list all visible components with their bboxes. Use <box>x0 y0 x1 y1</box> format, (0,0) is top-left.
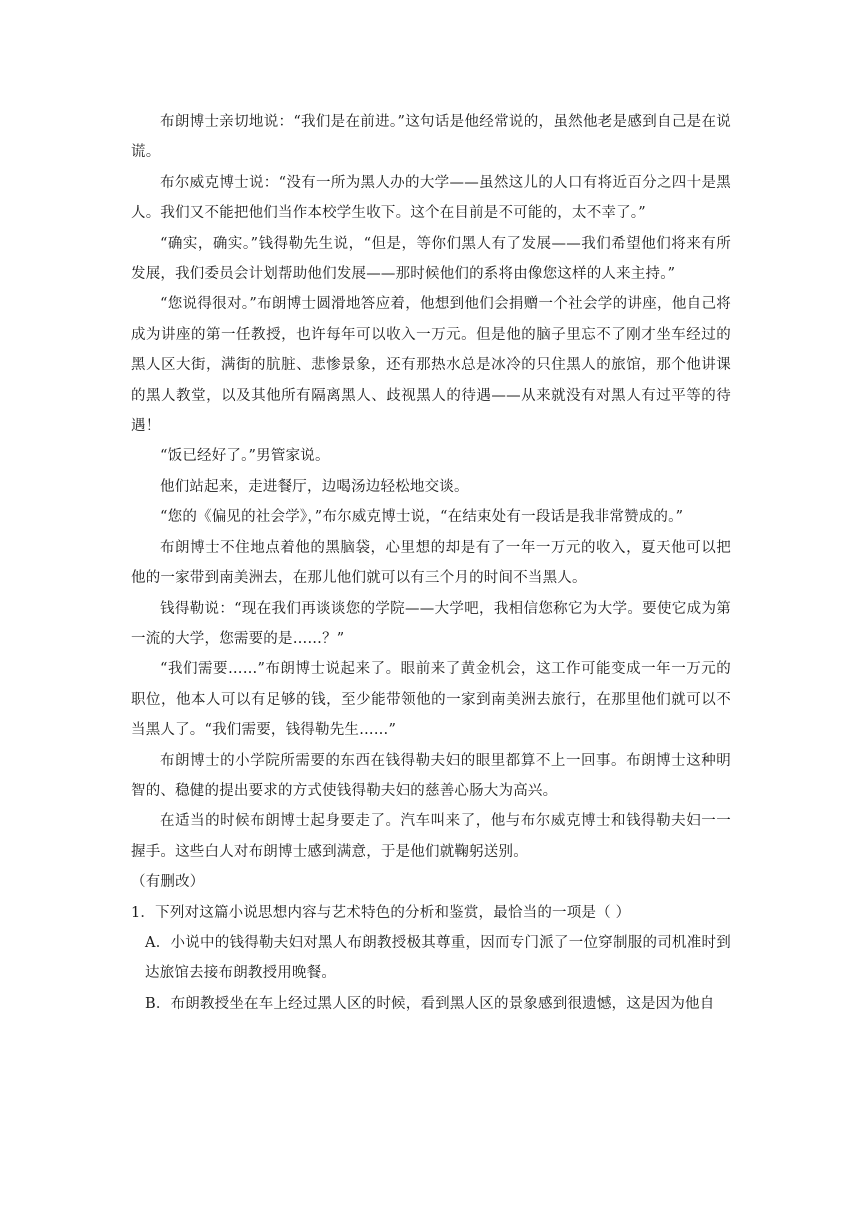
question-text: 下列对这篇小说思想内容与艺术特色的分析和鉴赏，最恰当的一项是（ ） <box>155 904 631 921</box>
question-stem <box>131 898 731 928</box>
document-body <box>131 107 731 1019</box>
option-b-text: 布朗教授坐在车上经过黑人区的时候，看到黑人区的景象感到很遗憾，这是因为他自 <box>170 995 715 1012</box>
option-b <box>131 989 731 1019</box>
paragraph-7: “您的《偏见的社会学》，”布尔威克博士说，“在结束处有一段话是我非常赞成的。” <box>160 509 684 526</box>
option-a-label: A． <box>145 934 171 951</box>
source-note: （有删改） <box>131 874 205 891</box>
paragraph-2: 布尔威克博士说：“没有一所为黑人办的大学——虽然这儿的人口有将近百分之四十是黑人。我们又不能把他们当作本校学生收下。这个在目前是不可能的，太不幸了。” <box>131 174 731 222</box>
paragraph-3: “确实，确实。”钱得勒先生说，“但是，等你们黑人有了发展——我们希望他们将来有所发展，我们委员会计划帮助他们发展——那时候他们的系将由像您这样的人来主持。” <box>131 235 731 283</box>
question-1 <box>131 898 731 1020</box>
paragraph-4: “您说得很对。”布朗博士圆滑地答应着，他想到他们会捐赠一个社会学的讲座，他自己将成为讲座的第一任教授，也许每年可以收入一万元。但是他的脑子里忘不了刚才坐车经过的黑人区大街，满街的肮脏、悲惨景象，还有那热水总是冰冷的只住黑人的旅馆，那个他讲课的黑人教堂，以及其他所有隔离黑人、歧视黑人的待遇——从来就没有对黑人有过平等的待遇！ <box>131 296 731 435</box>
paragraph-8: 布朗博士不住地点着他的黑脑袋，心里想的却是有了一年一万元的收入，夏天他可以把他的一家带到南美洲去，在那儿他们就可以有三个月的时间不当黑人。 <box>131 539 731 587</box>
option-a-text: 小说中的钱得勒夫妇对黑人布朗教授极其尊重，因而专门派了一位穿制服的司机准时到达旅馆去接布朗教授用晚餐。 <box>145 934 731 982</box>
paragraph-5: “饭已经好了。”男管家说。 <box>160 448 330 465</box>
paragraph-12: 在适当的时候布朗博士起身要走了。汽车叫来了，他与布尔威克博士和钱得勒夫妇一一握手。这些白人对布朗博士感到满意，于是他们就鞠躬送别。 <box>131 813 731 860</box>
paragraph-1: 布朗博士亲切地说：“我们是在前进。”这句话是他经常说的，虽然他老是感到自己是在说谎。 <box>131 114 731 161</box>
paragraph-6: 他们站起来，走进餐厅，边喝汤边轻松地交谈。 <box>160 478 469 495</box>
option-b-label: B． <box>145 995 171 1012</box>
question-number: 1． <box>131 904 156 921</box>
paragraph-11: 布朗博士的小学院所需要的东西在钱得勒夫妇的眼里都算不上一回事。布朗博士这种明智的、稳健的提出要求的方式使钱得勒夫妇的慈善心肠大为高兴。 <box>131 752 731 799</box>
paragraph-10: “我们需要……”布朗博士说起来了。眼前来了黄金机会，这工作可能变成一年一万元的职位，他本人可以有足够的钱，至少能带领他的一家到南美洲去旅行，在那里他们就可以不当黑人了。“我们需要，钱得勒先生……” <box>131 661 731 739</box>
option-a <box>131 928 731 989</box>
paragraph-9: 钱得勒说：“现在我们再谈谈您的学院——大学吧，我相信您称它为大学。要使它成为第一流的大学，您需要的是……？” <box>131 600 731 647</box>
